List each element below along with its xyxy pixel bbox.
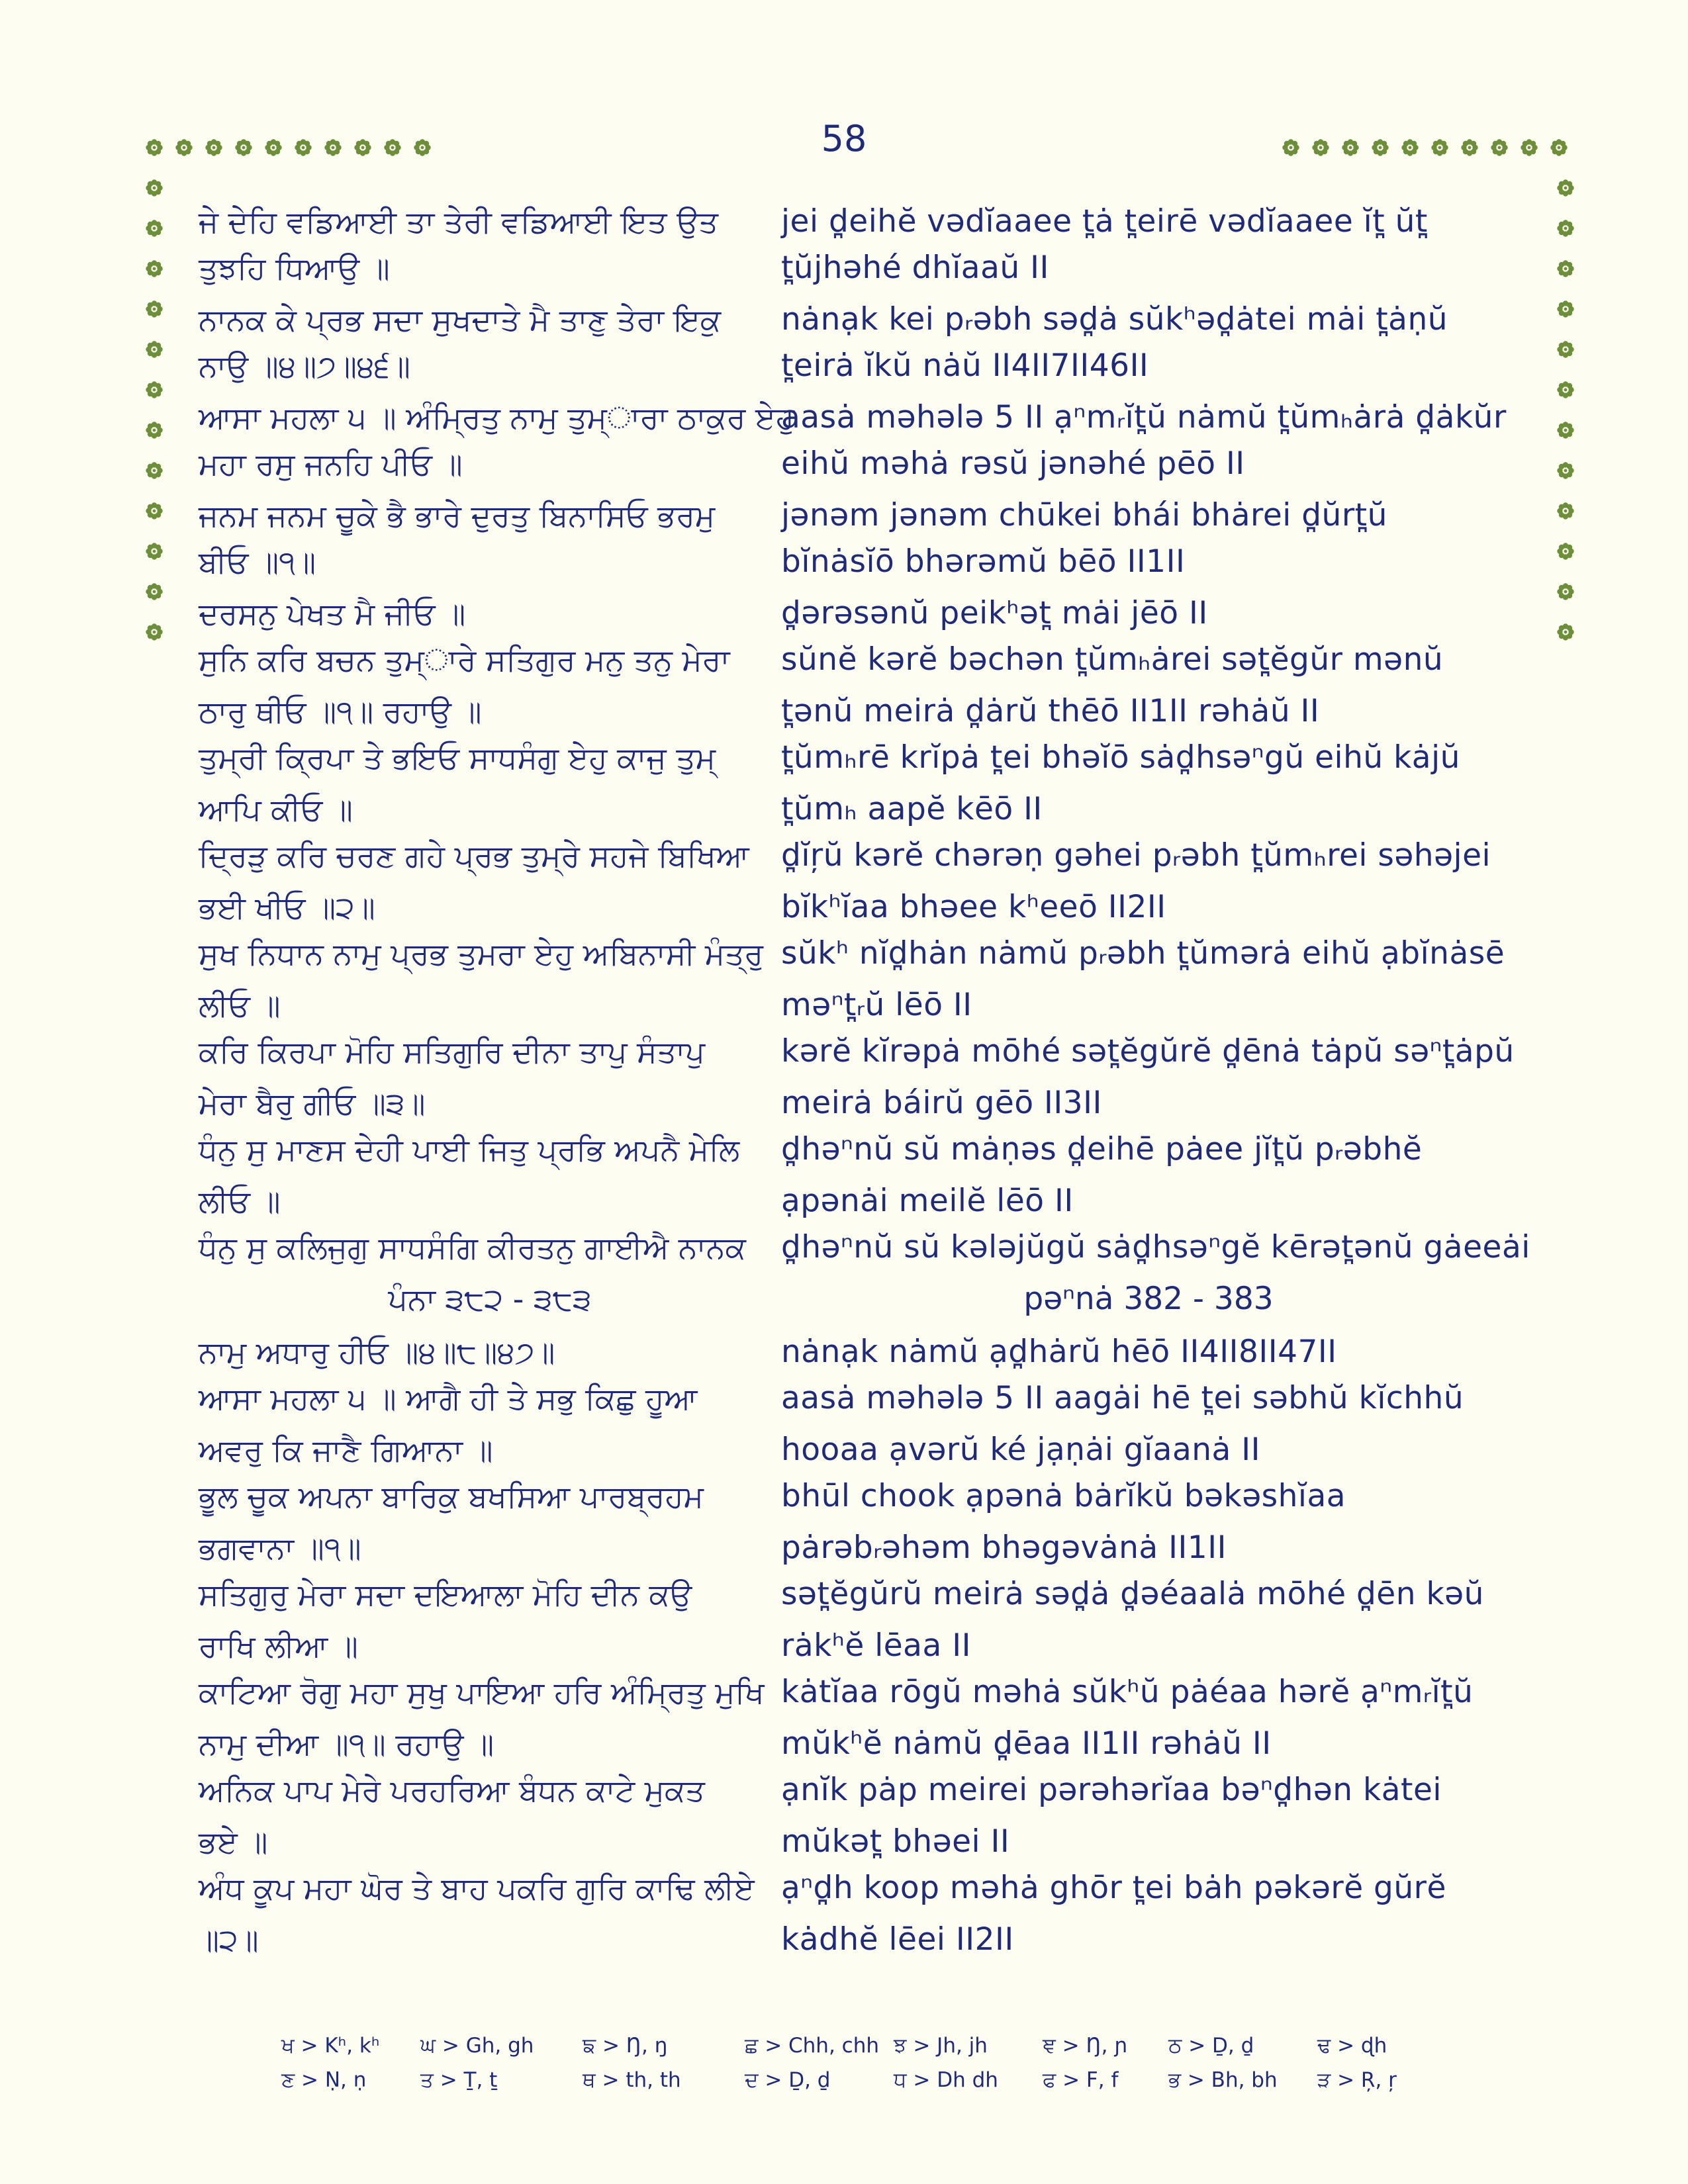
legend-item: ੜ > Ŗ, ŗ	[1317, 2068, 1397, 2092]
legend-item: ਧ > Dh dh	[894, 2068, 998, 2092]
legend-row-2	[281, 2065, 1473, 2098]
green-flower-icon	[1556, 542, 1575, 561]
legend-item: ਞ > Ŋ, ɲ	[1043, 2034, 1128, 2058]
transliteration-text: hooaa ạvərŭ ké jạṇȧi gĭaanȧ II	[781, 1432, 1261, 1468]
gurmukhi-text: ਨਾਉ ॥੪॥੭॥੪੬॥	[199, 348, 410, 384]
transliteration-text: t̪ŭmₕrē krĭpȧ t̪ei bhəĭō sȧd̪hsəⁿgŭ eihŭ kȧjŭ	[781, 739, 1460, 776]
green-flower-icon	[1430, 138, 1449, 157]
gurmukhi-text: ਅਵਰੁ ਕਿ ਜਾਣੈ ਗਿਆਨਾ ॥	[199, 1432, 493, 1468]
transliteration-text: jənəm jənəm chūkei bhái bhȧrei d̪ŭrt̪ŭ	[781, 497, 1387, 533]
green-flower-icon	[324, 138, 342, 157]
gurmukhi-text: ਮਹਾ ਰਸੁ ਜਨਹਿ ਪੀਓ ॥	[199, 446, 463, 482]
gurmukhi-text: ਮੇਰਾ ਬੈਰੁ ਗੀਓ ॥੩॥	[199, 1085, 426, 1121]
green-flower-icon	[145, 381, 164, 399]
gurmukhi-text: ਠਾਰੁ ਥੀਓ ॥੧॥ ਰਹਾਉ ॥	[199, 694, 482, 729]
transliteration-text: t̪ŭmₕ aapĕ kēō II	[781, 791, 1043, 827]
gurmukhi-text: ਤੁਝਹਿ ਧਿਆਉ ॥	[199, 250, 390, 286]
gurmukhi-text: ਨਾਮੁ ਦੀਆ ॥੧॥ ਰਹਾਉ ॥	[199, 1726, 494, 1762]
transliteration-text: t̪eirȧ ĭkŭ nȧŭ II4II7II46II	[781, 347, 1149, 384]
gurmukhi-text: ਜੇ ਦੇਹਿ ਵਡਿਆਈ ਤਾ ਤੇਰੀ ਵਡਿਆਈ ਇਤ ਉਤ	[199, 204, 718, 240]
green-flower-icon	[145, 340, 164, 359]
green-flower-icon	[1282, 138, 1300, 157]
green-flower-icon	[1341, 138, 1360, 157]
transliteration-text: nȧnạk kei pᵣəbh səd̪ȧ sŭkʰəd̪ȧtei mȧi t̪ȧṇŭ	[781, 301, 1448, 338]
gurmukhi-text: ਆਸਾ ਮਹਲਾ ੫ ॥ ਅੰਮ੍ਰਿਤੁ ਨਾਮੁ ਤੁਮ੍ਾਰਾ ਠਾਕੁਰ ਏਹੁ	[199, 400, 794, 435]
green-flower-icon	[1556, 259, 1575, 278]
transliteration-text: məⁿt̪ᵣŭ lēō II	[781, 987, 972, 1023]
transliteration-text: sŭkʰ nĭd̪hȧn nȧmŭ pᵣəbh t̪ŭmərȧ eihŭ ạbĭnȧsē	[781, 935, 1505, 972]
green-flower-icon	[145, 259, 164, 278]
transliteration-text: jei d̪eihĕ vədĭaaee t̪ȧ t̪eirē vədĭaaee ĭt̪ ŭt̪	[781, 203, 1428, 240]
transliteration-text: bhūl chook ạpənȧ bȧrĭkŭ bəkəshĭaa	[781, 1478, 1346, 1514]
transliteration-text: mŭkət̪ bhəei II	[781, 1823, 1010, 1860]
legend-item: ਫ > F, f	[1043, 2068, 1119, 2092]
green-flower-icon	[175, 138, 193, 157]
transliteration-text: mŭkʰĕ nȧmŭ d̪ēaa II1II rəhȧŭ II	[781, 1725, 1272, 1762]
gurmukhi-text: ਧੰਨੁ ਸੁ ਕਲਿਜੁਗੁ ਸਾਧਸੰਗਿ ਕੀਰਤਨੁ ਗਾਈਐ ਨਾਨਕ	[199, 1230, 746, 1265]
green-flower-icon	[1311, 138, 1330, 157]
transliteration-text: t̪ŭjhəhé dhĭaaŭ II	[781, 250, 1049, 286]
legend-item: ਠ > Ḏ, ḏ	[1168, 2034, 1254, 2058]
gurmukhi-text: ॥੨॥	[199, 1922, 259, 1958]
green-flower-icon	[145, 461, 164, 480]
gurmukhi-text: ਜਨਮ ਜਨਮ ਚੂਕੇ ਭੈ ਭਾਰੇ ਦੁਰਤੁ ਬਿਨਾਸਿਓ ਭਰਮੁ	[199, 498, 716, 533]
legend-item: ਝ > Jh, jh	[894, 2034, 988, 2058]
transliteration-text: sŭnĕ kərĕ bəchən t̪ŭmₕȧrei sət̪ĕgŭr mənŭ	[781, 641, 1444, 678]
gurmukhi-text: ਸੁਨਿ ਕਰਿ ਬਚਨ ਤੁਮ੍ਾਰੇ ਸਤਿਗੁਰ ਮਨੁ ਤਨੁ ਮੇਰਾ	[199, 642, 730, 678]
green-flower-icon	[1556, 421, 1575, 439]
legend-item: ਛ > Chh, chh	[745, 2034, 880, 2058]
legend-row-1	[281, 2030, 1473, 2064]
green-flower-icon	[145, 582, 164, 601]
transliteration-text: meirȧ báirŭ gēō II3II	[781, 1085, 1102, 1121]
page-number: 58	[821, 118, 867, 159]
legend-item: ਥ > th, th	[583, 2068, 681, 2092]
transliteration-text: d̪ərəsənŭ peikʰət̪ mȧi jēō II	[781, 595, 1208, 631]
gurmukhi-text: ਕਰਿ ਕਿਰਪਾ ਮੋਹਿ ਸਤਿਗੁਰਿ ਦੀਨਾ ਤਾਪੁ ਸੰਤਾਪੁ	[199, 1034, 705, 1069]
transliteration-text: bĭnȧsĭō bhərəmŭ bēō II1II	[781, 543, 1186, 580]
legend-item: ਦ > Ḏ, ḏ	[745, 2068, 831, 2092]
gurmukhi-text: ਭਈ ਖੀਓ ॥੨॥	[199, 889, 375, 925]
gurmukhi-text: ਰਾਖਿ ਲੀਆ ॥	[199, 1628, 358, 1664]
gurmukhi-text: ਲੀਓ ॥	[199, 1183, 281, 1219]
transliteration-text: pȧrəbᵣəhəm bhəgəvȧnȧ II1II	[781, 1529, 1227, 1566]
transliteration-text: aasȧ məhələ 5 II ạⁿmᵣĭt̪ŭ nȧmŭ t̪ŭmₕȧrȧ d̪ȧkŭr	[781, 399, 1507, 435]
transliteration-text: kȧdhĕ lēei II2II	[781, 1921, 1014, 1958]
transliteration-text: ạⁿd̪h koop məhȧ ghōr t̪ei bȧh pəkərĕ gŭrĕ	[781, 1870, 1446, 1906]
green-flower-icon	[1556, 340, 1575, 359]
transliteration-text: rȧkʰĕ lēaa II	[781, 1627, 971, 1664]
legend-item: ਘ > Gh, gh	[420, 2034, 534, 2058]
green-flower-icon	[145, 219, 164, 238]
green-flower-icon	[145, 300, 164, 318]
gurmukhi-text: ਨਾਮੁ ਅਧਾਰੁ ਹੀਓ ॥੪॥੮॥੪੭॥	[199, 1334, 555, 1370]
panna-gurmukhi: ਪੰਨਾ ੩੮੨ - ੩੮੩	[388, 1281, 592, 1317]
green-flower-icon	[145, 179, 164, 197]
green-flower-icon	[413, 138, 432, 157]
gurmukhi-text: ਧੰਨੁ ਸੁ ਮਾਣਸ ਦੇਹੀ ਪਾਈ ਜਿਤੁ ਪ੍ਰਭਿ ਅਪਨੈ ਮੇਲਿ	[199, 1132, 740, 1167]
green-flower-icon	[1371, 138, 1389, 157]
green-flower-icon	[1556, 623, 1575, 641]
legend-item: ਤ > Ṯ, ṯ	[420, 2068, 498, 2092]
transliteration-text: t̪ənŭ meirȧ d̪ȧrŭ thēō II1II rəhȧŭ II	[781, 693, 1320, 729]
green-flower-icon	[353, 138, 372, 157]
transliteration-text: ạpənȧi meilĕ lēō II	[781, 1183, 1074, 1219]
green-flower-icon	[1556, 502, 1575, 520]
gurmukhi-text: ਦਰਸਨੁ ਪੇਖਤ ਮੈ ਜੀਓ ॥	[199, 596, 466, 631]
gurmukhi-text: ਆਸਾ ਮਹਲਾ ੫ ॥ ਆਗੈ ਹੀ ਤੇ ਸਭੁ ਕਿਛੁ ਹੂਆ	[199, 1381, 698, 1416]
legend-item: ਭ > Bh, bh	[1168, 2068, 1278, 2092]
green-flower-icon	[1550, 138, 1568, 157]
green-flower-icon	[234, 138, 253, 157]
green-flower-icon	[1556, 300, 1575, 318]
transliteration-text: d̪həⁿnŭ sŭ mȧṇəs d̪eihē pȧee jĭt̪ŭ pᵣəbhĕ	[781, 1131, 1423, 1167]
green-flower-icon	[1556, 179, 1575, 197]
transliteration-text: bĭkʰĭaa bhəee kʰeeō II2II	[781, 889, 1166, 925]
gurmukhi-text: ਭੂਲ ਚੂਕ ਅਪਨਾ ਬਾਰਿਕੁ ਬਖਸਿਆ ਪਾਰਬ੍ਰਹਮ	[199, 1479, 704, 1514]
gurmukhi-text: ਨਾਨਕ ਕੇ ਪ੍ਰਭ ਸਦਾ ਸੁਖਦਾਤੇ ਮੈ ਤਾਣੁ ਤੇਰਾ ਇਕੁ	[199, 302, 722, 338]
green-flower-icon	[145, 502, 164, 520]
transliteration-text: sət̪ĕgŭrŭ meirȧ səd̪ȧ d̪əéaalȧ mōhé d̪ēn kəŭ	[781, 1576, 1484, 1612]
panna-transliteration: pəⁿnȧ 382 - 383	[1023, 1281, 1274, 1317]
green-flower-icon	[1556, 381, 1575, 399]
gurmukhi-text: ਕਾਟਿਆ ਰੋਗੁ ਮਹਾ ਸੁਖੁ ਪਾਇਆ ਹਰਿ ਅੰਮ੍ਰਿਤੁ ਮੁਖਿ	[199, 1674, 765, 1710]
gurmukhi-text: ਭਏ ॥	[199, 1824, 268, 1860]
legend-item: ਢ > ɖh	[1317, 2034, 1387, 2058]
green-flower-icon	[145, 623, 164, 641]
gurmukhi-text: ਸੁਖ ਨਿਧਾਨ ਨਾਮੁ ਪ੍ਰਭ ਤੁਮਰਾ ਏਹੁ ਅਬਿਨਾਸੀ ਮੰਤ੍ਰੁ	[199, 936, 764, 972]
legend-item: ਣ > Ṇ, ṇ	[281, 2068, 367, 2092]
green-flower-icon	[145, 421, 164, 439]
gurmukhi-text: ਤੁਮ੍ਰੀ ਕ੍ਰਿਪਾ ਤੇ ਭਇਓ ਸਾਧਸੰਗੁ ਏਹੁ ਕਾਜੁ ਤੁਮ੍	[199, 740, 716, 776]
transliteration-text: ạnĭk pȧp meirei pərəhərĭaa bəⁿd̪hən kȧtei	[781, 1772, 1442, 1808]
transliteration-text: d̪həⁿnŭ sŭ kələjŭgŭ sȧd̪hsəⁿgĕ kērət̪ənŭ gȧeeȧi	[781, 1229, 1530, 1265]
green-flower-icon	[1401, 138, 1419, 157]
transliteration-text: aasȧ məhələ 5 II aagȧi hē t̪ei səbhŭ kĭchhŭ	[781, 1380, 1464, 1416]
green-flower-icon	[1556, 461, 1575, 480]
green-flower-icon	[294, 138, 312, 157]
green-flower-icon	[205, 138, 223, 157]
green-flower-icon	[1556, 219, 1575, 238]
gurmukhi-text: ਭਗਵਾਨਾ ॥੧॥	[199, 1530, 361, 1566]
transliteration-text: kərĕ kĭrəpȧ mōhé sət̪ĕgŭrĕ d̪ēnȧ tȧpŭ səⁿt̪ȧpŭ	[781, 1033, 1515, 1069]
green-flower-icon	[145, 542, 164, 561]
gurmukhi-text: ਲੀਓ ॥	[199, 987, 281, 1023]
green-flower-icon	[383, 138, 402, 157]
green-flower-icon	[145, 138, 164, 157]
gurmukhi-text: ਸਤਿਗੁਰੁ ਮੇਰਾ ਸਦਾ ਦਇਆਲਾ ਮੋਹਿ ਦੀਨ ਕਉ	[199, 1576, 692, 1612]
transliteration-text: d̪ĭŗŭ kərĕ chərəṇ gəhei pᵣəbh t̪ŭmₕrei səhəjei	[781, 837, 1491, 874]
green-flower-icon	[1520, 138, 1538, 157]
green-flower-icon	[1556, 582, 1575, 601]
green-flower-icon	[1460, 138, 1479, 157]
transliteration-text: kȧtĭaa rōgŭ məhȧ sŭkʰŭ pȧéaa hərĕ ạⁿmᵣĭt̪ŭ	[781, 1674, 1474, 1710]
gurmukhi-text: ਅੰਧ ਕੂਪ ਮਹਾ ਘੋਰ ਤੇ ਬਾਹ ਪਕਰਿ ਗੁਰਿ ਕਾਢਿ ਲੀਏ	[199, 1870, 755, 1906]
legend-item: ਙ > Ŋ, ŋ	[583, 2034, 668, 2058]
transliteration-text: nȧnạk nȧmŭ ạd̪hȧrŭ hēō II4II8II47II	[781, 1334, 1337, 1370]
green-flower-icon	[1490, 138, 1509, 157]
legend-item: ਖ > Kʰ, kʰ	[281, 2034, 380, 2058]
gurmukhi-text: ਬੀਓ ॥੧॥	[199, 544, 316, 580]
gurmukhi-text: ਅਨਿਕ ਪਾਪ ਮੇਰੇ ਪਰਹਰਿਆ ਬੰਧਨ ਕਾਟੇ ਮੁਕਤ	[199, 1772, 705, 1808]
gurmukhi-text: ਦ੍ਰਿੜੁ ਕਰਿ ਚਰਣ ਗਹੇ ਪ੍ਰਭ ਤੁਮ੍ਰੇ ਸਹਜੇ ਬਿਖਿਆ	[199, 838, 749, 874]
transliteration-text: eihŭ məhȧ rəsŭ jənəhé pēō II	[781, 445, 1245, 482]
gurmukhi-text: ਆਪਿ ਕੀਓ ॥	[199, 792, 353, 827]
green-flower-icon	[264, 138, 283, 157]
